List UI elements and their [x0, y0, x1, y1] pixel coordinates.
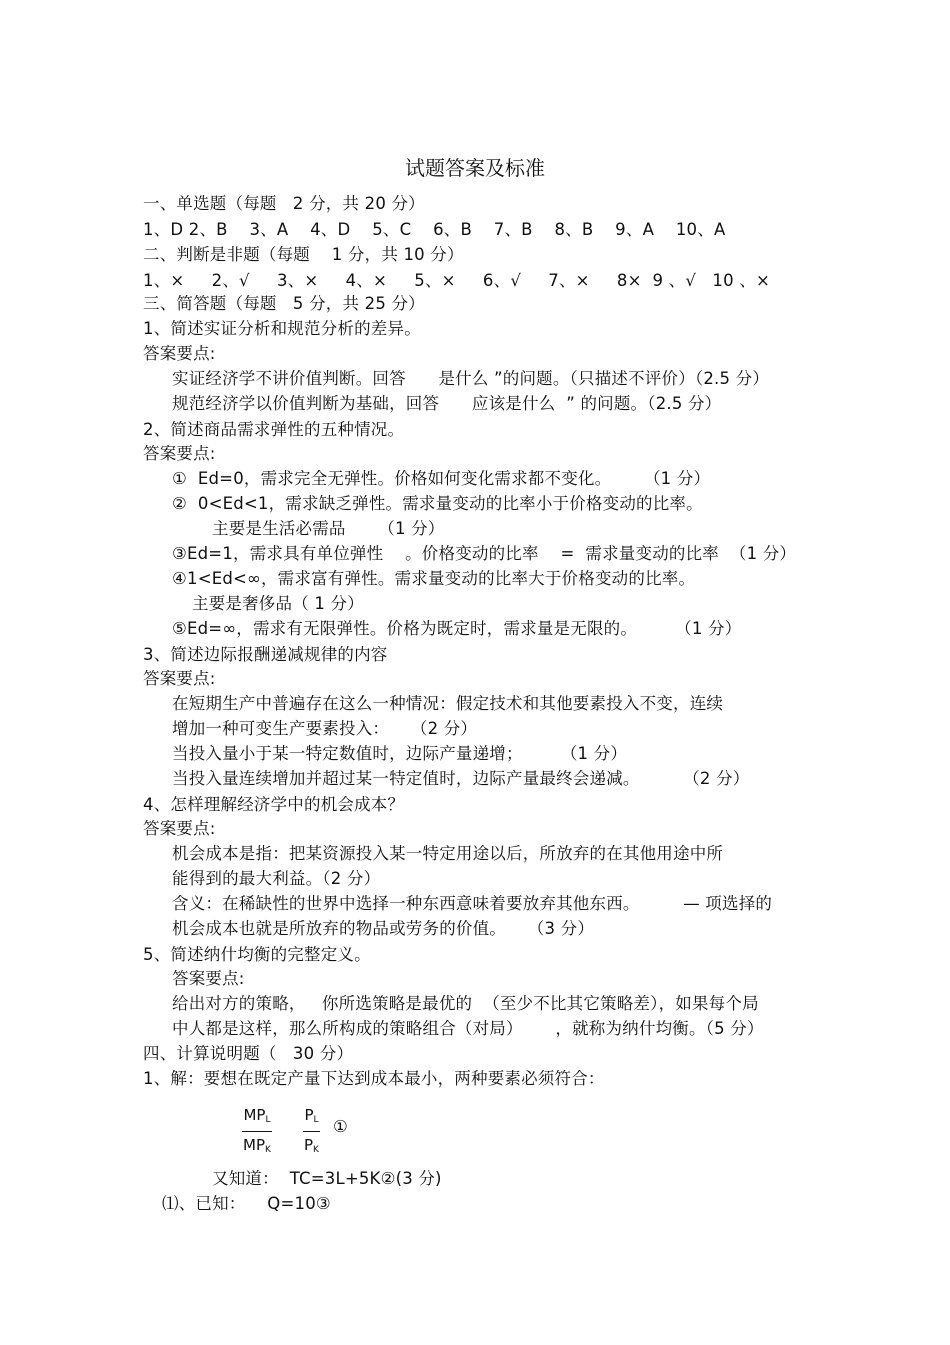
text-line: 含义：在稀缺性的世界中选择一种东西意味着要放弃其他东西。 — 项选择的 — [172, 894, 773, 913]
text-line: 一、单选题（每题 2 分，共 20 分） — [143, 194, 425, 213]
text-line: 又知道： TC=3L+5K②(3 分) — [212, 1169, 442, 1188]
text-line: 5、简述纳什均衡的完整定义。 — [143, 945, 371, 964]
text-line: 主要是生活必需品 （1 分） — [212, 519, 445, 538]
text-line: 机会成本也就是所放弃的物品或劳务的价值。 （3 分） — [172, 919, 595, 938]
text-line: 1、D 2、B 3、A 4、D 5、C 6、B 7、B 8、B 9、A 10、A — [143, 220, 726, 239]
text-line: 能得到的最大利益。（2 分） — [172, 869, 381, 888]
text-line: 二、判断是非题（每题 1 分，共 10 分） — [143, 245, 464, 264]
text-line: 机会成本是指：把某资源投入某一特定用途以后，所放弃的在其他用途中所 — [172, 844, 724, 863]
text-line: 规范经济学以价值判断为基础，回答 应该是什么 ” 的问题。（2.5 分） — [172, 394, 722, 413]
text-line: 三、简答题（每题 5 分，共 25 分） — [143, 294, 425, 313]
text-line: 主要是奢侈品（ 1 分） — [192, 594, 364, 613]
fraction-numerator-mpl: $MP_L$ — [243, 1106, 271, 1125]
text-line: ④1<Ed<∞，需求富有弹性。需求量变动的比率大于价格变动的比率。 — [172, 569, 696, 588]
text-line: 4、怎样理解经济学中的机会成本？ — [143, 795, 405, 814]
text-line: ⑤Ed=∞，需求有无限弹性。价格为既定时，需求量是无限的。 （1 分） — [172, 619, 742, 638]
text-line: 1、简述实证分析和规范分析的差异。 — [143, 319, 421, 338]
formula-marker: ① — [333, 1117, 348, 1136]
text-line: 给出对方的策略， 你所选策略是最优的 （至少不比其它策略差），如果每个局 — [172, 994, 759, 1013]
fraction-bar — [242, 1131, 272, 1132]
fraction-denominator-mpk: $MP_K$ — [243, 1136, 271, 1155]
text-line: 在短期生产中普遍存在这么一种情况：假定技术和其他要素投入不变，连续 — [172, 694, 724, 713]
text-line: 四、计算说明题（ 30 分） — [143, 1044, 354, 1063]
text-line: ⑴、已知： Q=10③ — [162, 1194, 331, 1213]
text-line: 中人都是这样，那么所构成的策略组合（对局） ，就称为纳什均衡。（5 分） — [172, 1019, 764, 1038]
text-line: 答案要点: — [143, 669, 216, 688]
text-line: 当投入量小于某一特定数值时，边际产量递增； （1 分） — [172, 744, 628, 763]
text-line: 答案要点: — [172, 969, 245, 988]
text-line: ③Ed=1，需求具有单位弹性 。价格变动的比率 = 需求量变动的比率 （1 分） — [172, 544, 797, 563]
text-line: 答案要点: — [143, 444, 216, 463]
fraction-numerator-pl: $P_L$ — [304, 1106, 319, 1125]
formula-fraction-mp — [242, 1106, 272, 1159]
text-line: 1、× 2、√ 3、× 4、× 5、× 6、√ 7、× 8× 9 、√ 10 、× — [143, 271, 770, 290]
fraction-bar — [303, 1131, 320, 1132]
text-line: 3、简述边际报酬递减规律的内容 — [143, 645, 388, 664]
text-line: 实证经济学不讲价值判断。回答 是什么 ”的问题。（只描述不评价）（2.5 分） — [172, 369, 770, 388]
text-line: ① Ed=0，需求完全无弹性。价格如何变化需求都不变化。 （1 分） — [172, 469, 711, 488]
text-line: 1、解：要想在既定产量下达到成本最小，两种要素必须符合： — [143, 1069, 605, 1088]
formula-fraction-p — [303, 1106, 320, 1159]
text-line: 答案要点: — [143, 344, 216, 363]
text-line: 增加一种可变生产要素投入： （2 分） — [172, 719, 478, 738]
text-line: 答案要点: — [143, 819, 216, 838]
text-line: 当投入量连续增加并超过某一特定值时，边际产量最终会递减。 （2 分） — [172, 769, 750, 788]
page-title: 试题答案及标准 — [405, 156, 545, 180]
text-line: ② 0<Ed<1，需求缺乏弹性。需求量变动的比率小于价格变动的比率。 — [172, 494, 703, 513]
text-line: 2、简述商品需求弹性的五种情况。 — [143, 420, 405, 439]
fraction-denominator-pk: $P_K$ — [304, 1136, 319, 1155]
